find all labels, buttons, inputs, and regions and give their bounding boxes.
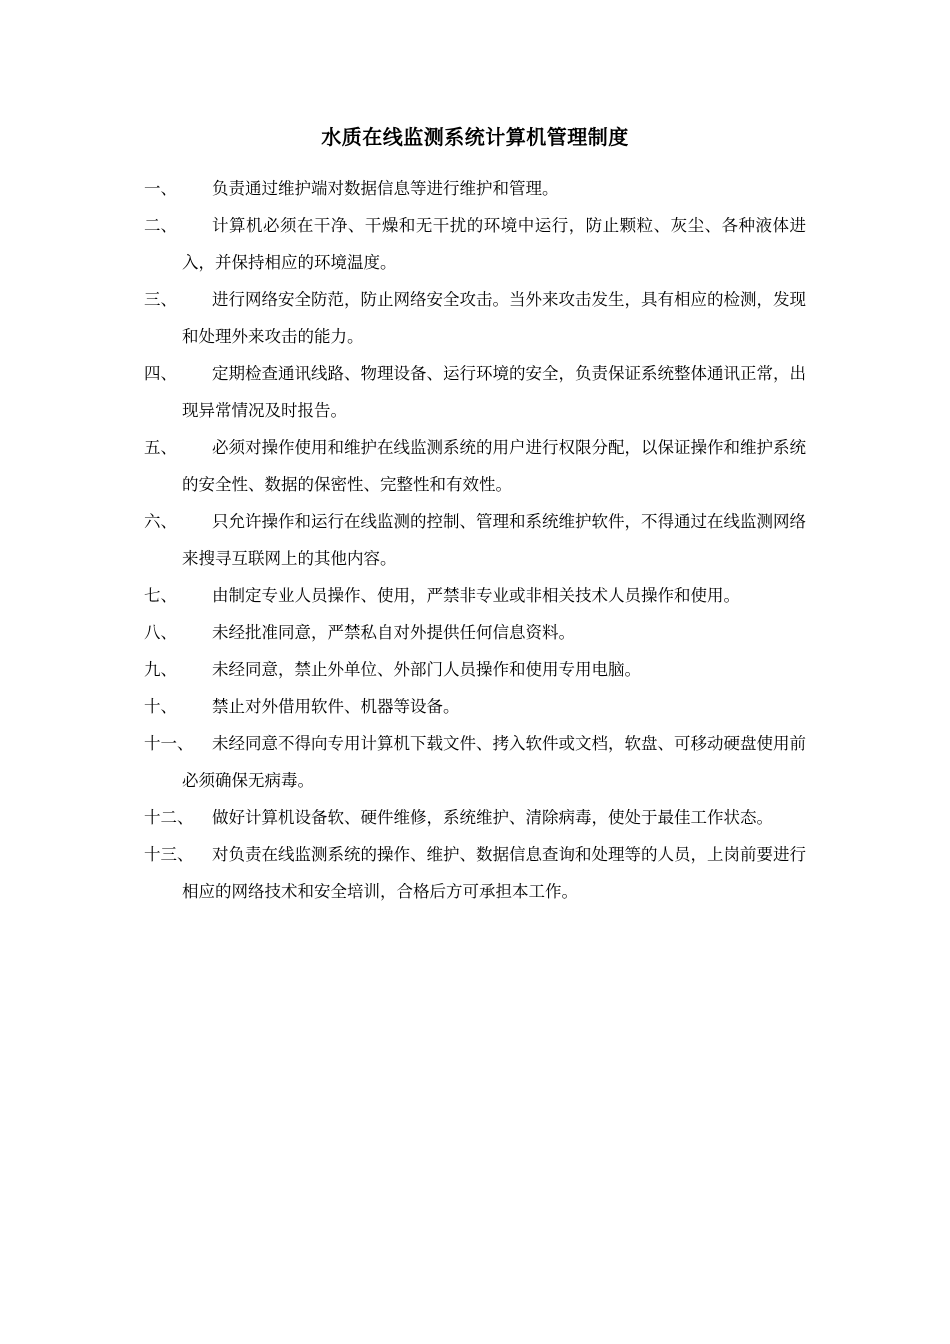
item-number: 四、 [144, 364, 177, 383]
item-number: 十、 [144, 697, 177, 716]
list-item [144, 170, 806, 207]
item-number: 十二、 [144, 808, 194, 827]
list-item [144, 429, 806, 503]
regulation-list [144, 170, 806, 910]
item-number: 六、 [144, 512, 177, 531]
item-text: 未经批准同意，严禁私自对外提供任何信息资料。 [212, 623, 575, 642]
item-text: 未经同意，禁止外单位、外部门人员操作和使用专用电脑。 [212, 660, 641, 679]
item-number: 一、 [144, 179, 177, 198]
item-text: 由制定专业人员操作、使用，严禁非专业或非相关技术人员操作和使用。 [212, 586, 740, 605]
item-text: 只允许操作和运行在线监测的控制、管理和系统维护软件，不得通过在线监测网络来搜寻互联网上的其他内容。 [182, 512, 806, 568]
item-text: 必须对操作使用和维护在线监测系统的用户进行权限分配，以保证操作和维护系统的安全性、数据的保密性、完整性和有效性。 [182, 438, 806, 494]
list-item [144, 836, 806, 910]
list-item [144, 281, 806, 355]
item-number: 八、 [144, 623, 177, 642]
item-number: 十三、 [144, 845, 194, 864]
page-title: 水质在线监测系统计算机管理制度 [321, 125, 629, 149]
item-number: 十一、 [144, 734, 194, 753]
item-text: 定期检查通讯线路、物理设备、运行环境的安全，负责保证系统整体通讯正常，出现异常情况及时报告。 [182, 364, 806, 420]
list-item [144, 799, 806, 836]
item-text: 进行网络安全防范，防止网络安全攻击。当外来攻击发生，具有相应的检测，发现和处理外来攻击的能力。 [182, 290, 806, 346]
item-number: 七、 [144, 586, 177, 605]
item-number: 三、 [144, 290, 177, 309]
item-text: 未经同意不得向专用计算机下载文件、拷入软件或文档，软盘、可移动硬盘使用前必须确保无病毒。 [182, 734, 806, 790]
list-item [144, 614, 806, 651]
item-text: 对负责在线监测系统的操作、维护、数据信息查询和处理等的人员，上岗前要进行相应的网络技术和安全培训，合格后方可承担本工作。 [182, 845, 806, 901]
item-text: 计算机必须在干净、干燥和无干扰的环境中运行，防止颗粒、灰尘、各种液体进入，并保持相应的环境温度。 [182, 216, 806, 272]
list-item [144, 725, 806, 799]
list-item [144, 207, 806, 281]
item-text: 负责通过维护端对数据信息等进行维护和管理。 [212, 179, 559, 198]
list-item [144, 651, 806, 688]
item-text: 禁止对外借用软件、机器等设备。 [212, 697, 460, 716]
item-number: 五、 [144, 438, 177, 457]
item-number: 九、 [144, 660, 177, 679]
list-item [144, 577, 806, 614]
item-number: 二、 [144, 216, 177, 235]
list-item [144, 503, 806, 577]
list-item [144, 355, 806, 429]
item-text: 做好计算机设备软、硬件维修，系统维护、清除病毒，使处于最佳工作状态。 [212, 808, 773, 827]
list-item [144, 688, 806, 725]
